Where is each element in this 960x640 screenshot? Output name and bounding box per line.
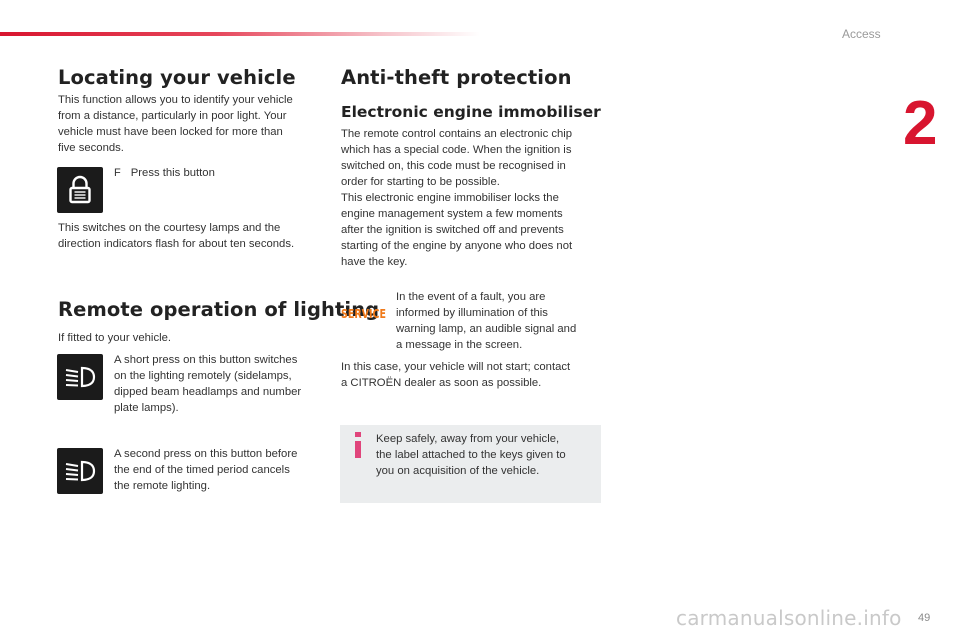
headlamp-icon (57, 354, 103, 400)
page-number: 49 (918, 612, 931, 624)
headlamp-icon (57, 448, 103, 494)
info-icon (352, 432, 364, 460)
info-note-text: Keep safely, away from your vehicle, the label attached to the keys given to you on acquisition of the vehicle. (376, 433, 566, 477)
service-action-text: In this case, your vehicle will not start; contact a CITROËN dealer as soon as possible. (341, 361, 571, 389)
locating-step-text: Press this button (130, 167, 215, 179)
locating-step (114, 165, 324, 181)
remote-lighting-fitted: If fitted to your vehicle. (58, 332, 172, 344)
locating-result: This switches on the courtesy lamps and the direction indicators flash for about ten seconds. (58, 222, 295, 250)
header-accent-bar (0, 32, 480, 36)
section-label: Access (842, 27, 881, 41)
immobiliser-body: The remote control contains an electronic chip which has a special code. When the ignition is switched on, this code must be recognised in order for starting to be possible. This electronic engine immobiliser locks the engine management system a few moments after the ignition is switched off and prevents starting of the engine by anyone who does not have the key. (341, 128, 573, 268)
headlamp-button-icon-2 (57, 448, 103, 494)
locating-title: Locating your vehicle (58, 66, 296, 89)
lock-button-icon (57, 167, 103, 213)
service-fault-text: In the event of a fault, you are informed by illumination of this warning lamp, an audible signal and a message in the screen. (396, 291, 577, 351)
chapter-number: 2 (903, 89, 938, 158)
remote-lighting-second-press: A second press on this button before the end of the timed period cancels the remote lighting. (114, 448, 298, 492)
service-warning-label: SERVICE (341, 306, 386, 321)
bullet-symbol: F (114, 167, 121, 179)
headlamp-button-icon (57, 354, 103, 400)
info-note-box (340, 425, 601, 503)
immobiliser-subtitle: Electronic engine immobiliser (341, 103, 601, 121)
remote-lighting-first-press: A short press on this button switches on the lighting remotely (sidelamps, dipped beam headlamps and number plate lamps). (114, 354, 302, 414)
lock-icon (57, 167, 103, 213)
watermark: carmanualsonline.info (676, 606, 902, 630)
locating-intro: This function allows you to identify your vehicle from a distance, particularly in poor light. Your vehicle must have been locked for more than five seconds. (58, 94, 293, 154)
service-warning-icon (341, 305, 387, 321)
anti-theft-title: Anti-theft protection (341, 66, 572, 89)
remote-lighting-title: Remote operation of lighting (58, 298, 380, 321)
